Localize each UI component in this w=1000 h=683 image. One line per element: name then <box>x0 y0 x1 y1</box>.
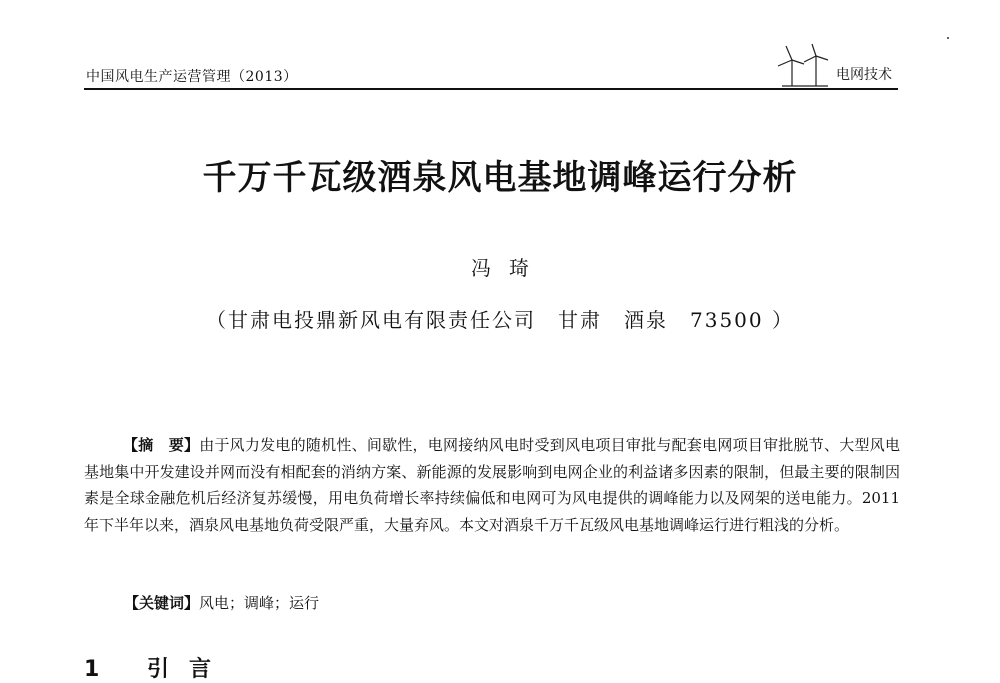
journal-header: 中国风电生产运营管理（2013） <box>86 69 298 85</box>
section-heading: 1 引言 <box>84 657 231 682</box>
wind-turbine-icon <box>772 42 832 88</box>
keywords-label: 【关键词】 <box>124 594 200 612</box>
affiliation: （甘肃电投鼎新风电有限责任公司 甘肃 酒泉 73500 ） <box>206 308 794 332</box>
section-header: 电网技术 <box>836 67 892 83</box>
paper-title: 千万千瓦级酒泉风电基地调峰运行分析 <box>202 158 798 198</box>
keywords-text: 风电；调峰；运行 <box>199 594 320 612</box>
speck <box>947 37 949 39</box>
header-rule <box>84 88 898 90</box>
keywords <box>124 592 319 613</box>
abstract-label: 【摘 要】 <box>123 436 200 454</box>
abstract-text: 由于风力发电的随机性、间歇性，电网接纳风电时受到风电项目审批与配套电网项目审批脱节、大型风电基地集中开发建设并网而没有相配套的消纳方案、新能源的发展影响到电网企业的利益诸多因素的限制，但最主要的限制因素是全球金融危机后经济复苏缓慢，用电负荷增长率持续偏低和电网可为风电提供的调峰能力以及网架的送电能力。2011 年下半年以来，酒泉风电基地负荷受限严重，大量弃风。本文对酒泉千万千瓦级风电基地调峰运行进行粗浅的分析。 <box>84 436 900 534</box>
author: 冯琦 <box>471 256 547 280</box>
abstract <box>84 432 900 538</box>
